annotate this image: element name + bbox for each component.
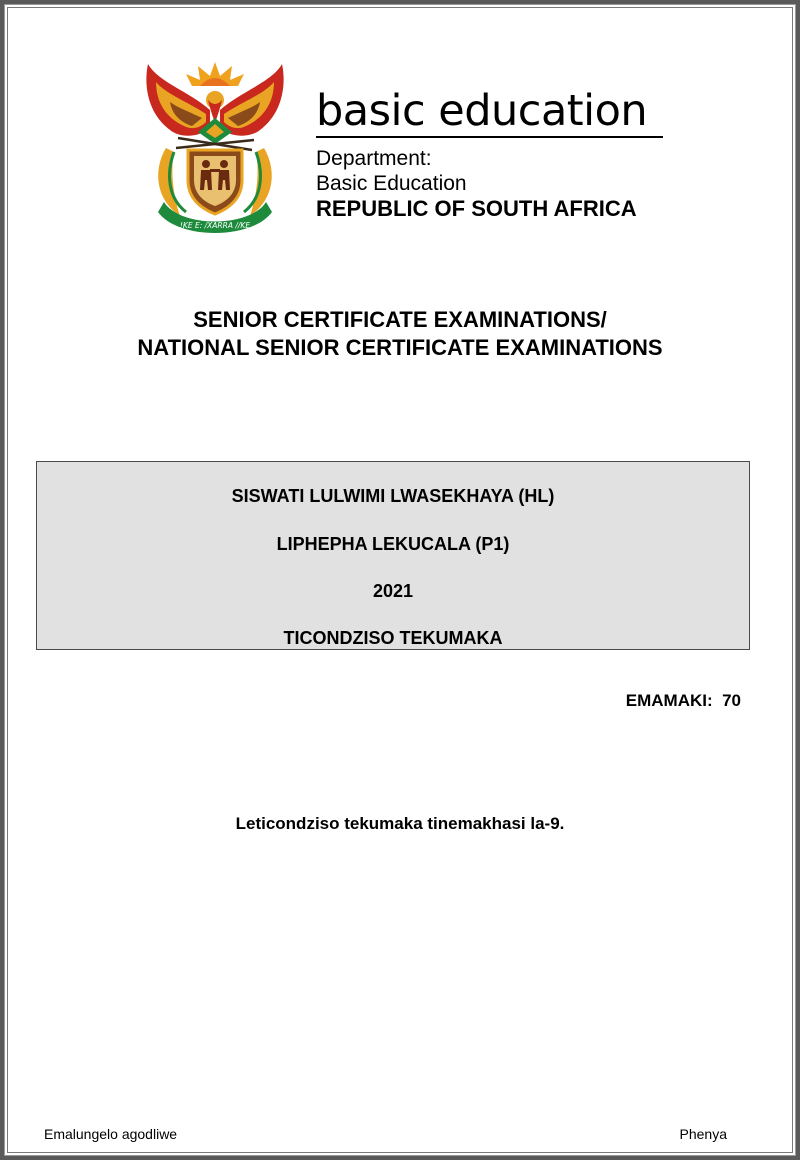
page-count-note: Leticondziso tekumaka tinemakhasi la-9.	[235, 814, 565, 833]
exam-year: 2021	[372, 581, 414, 601]
brand-name: basic education	[316, 86, 648, 136]
exam-title-line-2: NATIONAL SENIOR CERTIFICATE EXAMINATIONS	[137, 335, 663, 360]
department-branding	[316, 86, 666, 221]
exam-titles	[0, 306, 800, 362]
department-label: Department:	[316, 147, 432, 170]
subject-name: SISWATI LULWIMI LWASEKHAYA (HL)	[231, 486, 555, 506]
brand-divider	[316, 136, 663, 138]
copyright-footer: Emalungelo agodliwe	[44, 1126, 178, 1142]
exam-title-line-1: SENIOR CERTIFICATE EXAMINATIONS/	[193, 307, 607, 332]
country-name: REPUBLIC OF SOUTH AFRICA	[316, 196, 637, 221]
total-marks: EMAMAKI: 70	[625, 691, 741, 710]
department-name: Basic Education	[316, 172, 467, 195]
subject-box	[36, 461, 750, 650]
sun-icon	[186, 62, 244, 86]
paper-name: LIPHEPHA LEKUCALA (P1)	[276, 534, 510, 554]
turn-over-footer: Phenya	[679, 1126, 727, 1142]
svg-text:!KE E: /XARRA //KE: !KE E: /XARRA //KE	[179, 221, 251, 230]
south-africa-coat-of-arms-icon	[140, 52, 290, 234]
document-type: TICONDZISO TEKUMAKA	[283, 628, 503, 648]
